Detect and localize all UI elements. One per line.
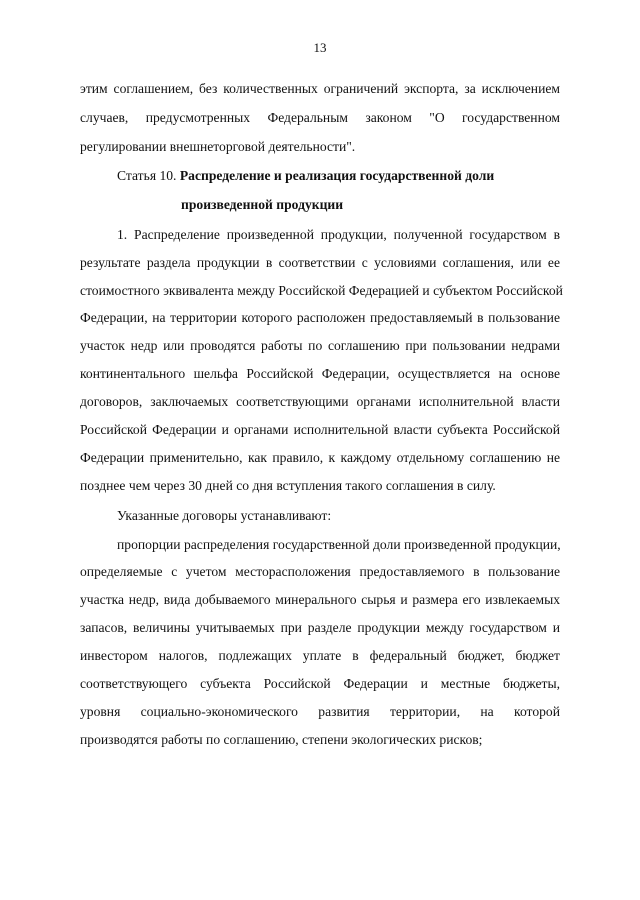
text-line: Указанные договоры устанавливают: xyxy=(117,508,332,523)
text-line: этим соглашением, без количественных ограничений экспорта, за исключением xyxy=(80,81,560,96)
text-line: участка недр, вида добываемого минерального сырья и размера его извлекаемых xyxy=(80,592,560,607)
article-title: Распределение и реализация государственной доли xyxy=(179,168,495,183)
text-line: определяемые с учетом месторасположения предоставляемого в пользование xyxy=(80,564,560,579)
text-line: запасов, величины учитываемых при разделе продукции между государством и xyxy=(80,620,560,635)
article-number: Статья 10. xyxy=(117,168,177,183)
text-line: случаев, предусмотренных Федеральным законом "О государственном xyxy=(80,110,560,125)
article-title-continued: произведенной продукции xyxy=(181,197,344,212)
text-line: уровня социально-экономического развития территории, на которой xyxy=(80,704,560,719)
text-line: континентального шельфа Российской Федерации, осуществляется на основе xyxy=(80,366,560,381)
text-line: пропорции распределения государственной доли произведенной продукции, xyxy=(117,537,561,552)
text-line: результате раздела продукции в соответствии с условиями соглашения, или ее xyxy=(80,255,560,270)
text-line: договоров, заключаемых соответствующими органами исполнительной власти xyxy=(80,394,560,409)
text-line: производятся работы по соглашению, степени экологических рисков; xyxy=(80,732,483,747)
text-line: Федерации, на территории которого расположен предоставляемый в пользование xyxy=(80,310,560,325)
text-line: позднее чем через 30 дней со дня вступления такого соглашения в силу. xyxy=(80,478,496,493)
text-line: стоимостного эквивалента между Российской Федерацией и субъектом Российской xyxy=(80,283,563,298)
text-line: регулировании внешнеторговой деятельности". xyxy=(80,139,356,154)
text-line: Российской Федерации и органами исполнительной власти субъекта Российской xyxy=(80,422,560,437)
page-number: 13 xyxy=(313,40,327,55)
text-line: 1. Распределение произведенной продукции, полученной государством в xyxy=(117,227,560,242)
text-line: участок недр или проводятся работы по соглашению при пользовании недрами xyxy=(80,338,560,353)
text-line: соответствующего субъекта Российской Федерации и местные бюджеты, xyxy=(80,676,560,691)
text-line: Федерации применительно, как правило, к каждому отдельному соглашению не xyxy=(80,450,560,465)
article-heading xyxy=(117,168,494,184)
text-line: инвестором налогов, подлежащих уплате в федеральный бюджет, бюджет xyxy=(80,648,560,663)
